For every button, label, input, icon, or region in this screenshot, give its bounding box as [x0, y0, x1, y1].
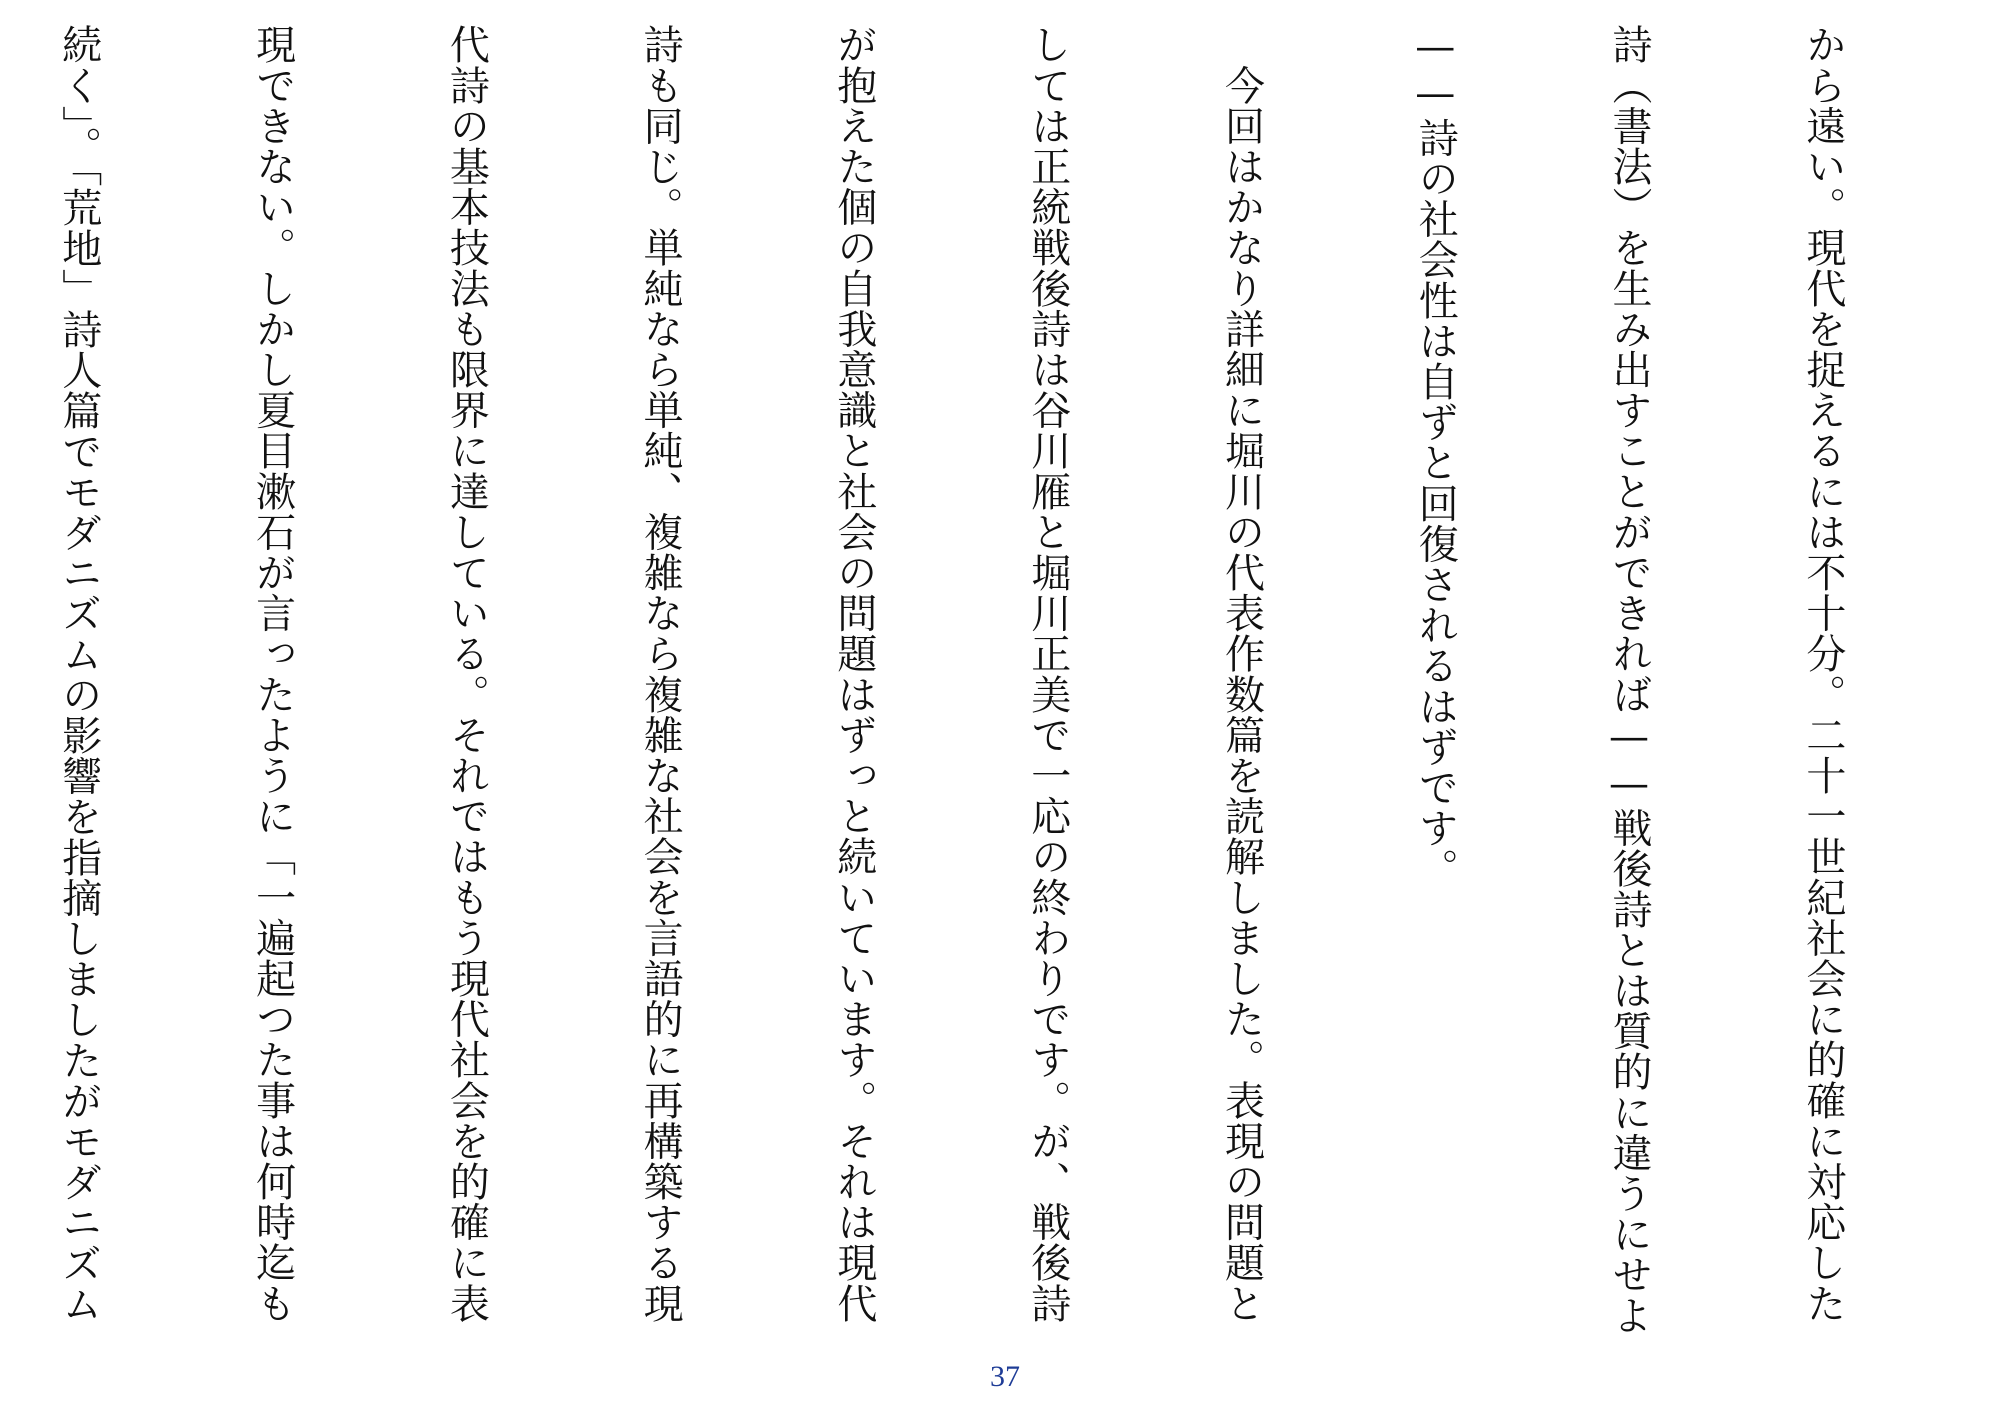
text-line-1: から遠い。現代を捉えるには不十分。二十一世紀社会に的確に対応した — [1799, 24, 1846, 1324]
text-line-4: 今回はかなり詳細に堀川の代表作数篇を読解しました。表現の問題と — [1218, 24, 1265, 1324]
text-line-9: 現できない。しかし夏目漱石が言ったように「一遍起つた事は何時迄も — [249, 24, 296, 1324]
text-line-7: 詩も同じ。単純なら単純、複雑なら複雑な社会を言語的に再構築する現 — [637, 24, 684, 1324]
text-line-2: 詩（書法）を生み出すことができれば——戦後詩とは質的に違うにせよ — [1606, 24, 1653, 1336]
text-line-3: ——詩の社会性は自ずと回復されるはずです。 — [1412, 24, 1459, 889]
text-line-8: 代詩の基本技法も限界に達している。それではもう現代社会を的確に表 — [443, 24, 490, 1324]
text-line-6: が抱えた個の自我意識と社会の問題はずっと続いています。それは現代 — [830, 24, 877, 1324]
text-line-5: しては正統戦後詩は谷川雁と堀川正美で一応の終わりです。が、戦後詩 — [1024, 24, 1071, 1324]
text-line-10: 続く」。「荒地」詩人篇でモダニズムの影響を指摘しましたがモダニズム — [55, 24, 102, 1324]
vertical-text-block — [55, 24, 1984, 1354]
page-number: 37 — [990, 1360, 1020, 1393]
